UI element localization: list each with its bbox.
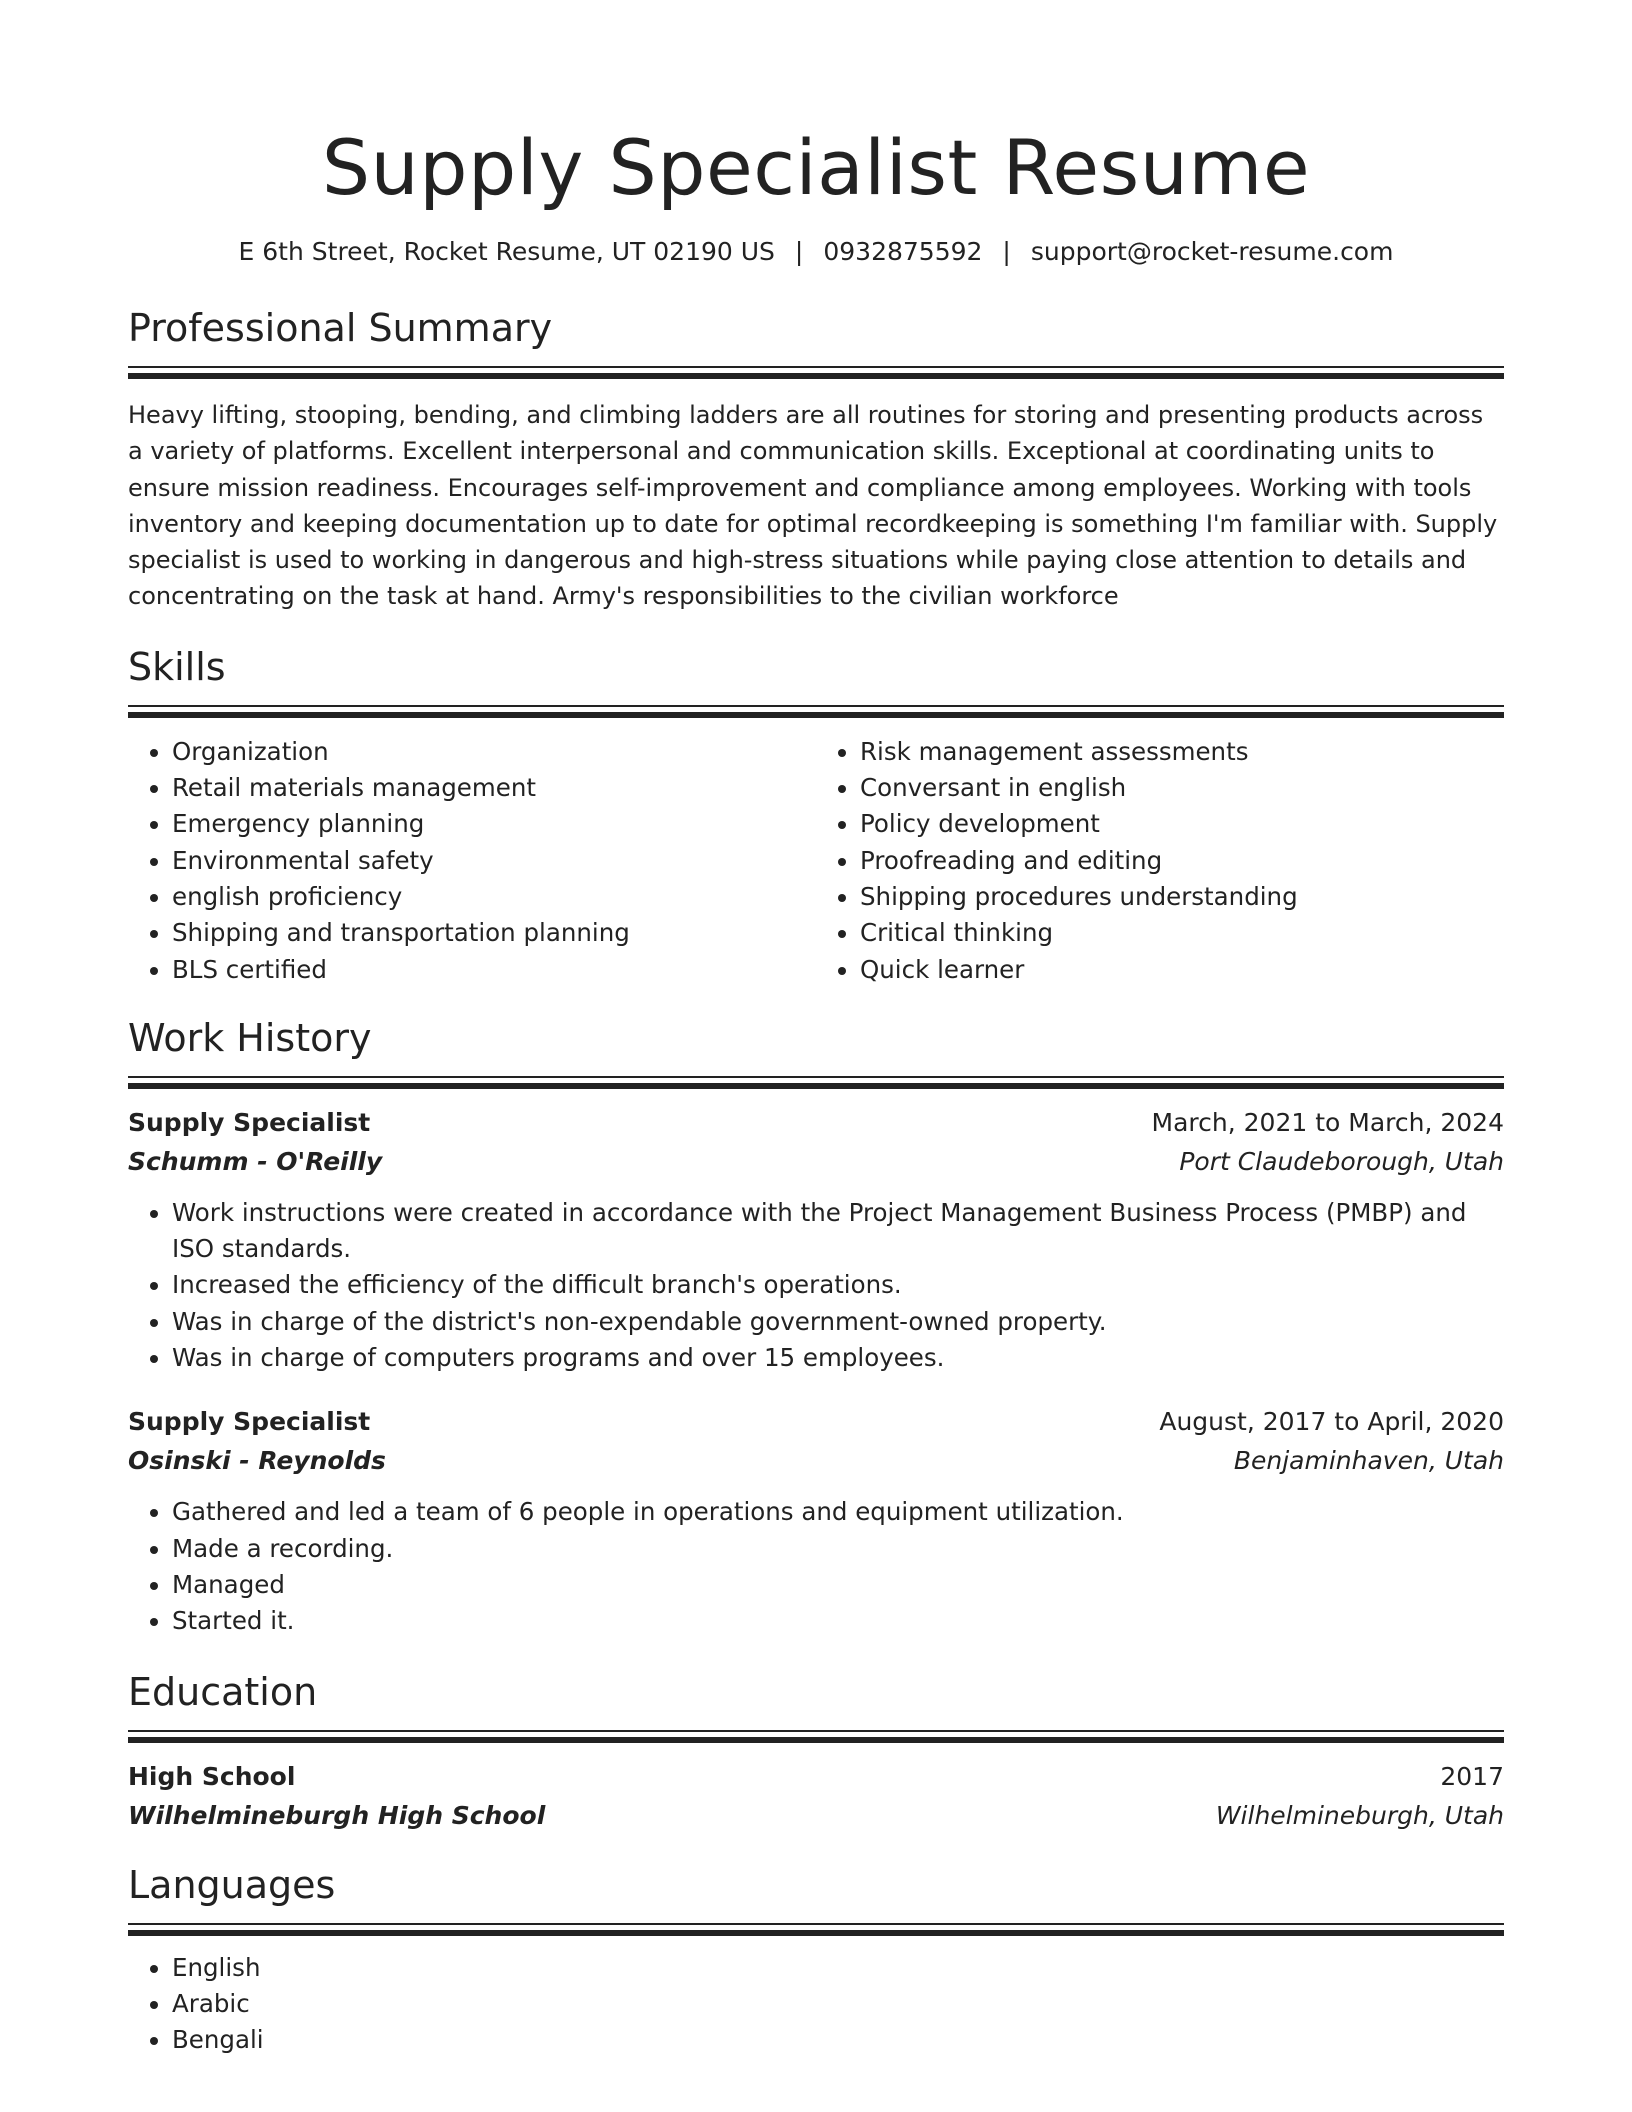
skill-item: • Critical thinking [860, 915, 1504, 951]
education-entry [128, 1757, 1504, 1835]
skills-list-left [128, 734, 816, 988]
education-school: Wilhelmineburgh High School [128, 1800, 546, 1830]
job-location: Port Claudeborough, Utah [1179, 1146, 1504, 1176]
job-location: Benjaminhaven, Utah [1233, 1446, 1504, 1476]
job-employer-row [128, 1143, 1504, 1181]
job-header-row [128, 1402, 1504, 1442]
contact-phone: 0932875592 [823, 237, 983, 266]
section-heading-summary: Professional Summary [128, 306, 553, 350]
language-item: • Bengali [172, 2022, 1504, 2058]
section-divider-thick [128, 373, 1504, 379]
skill-item: • Environmental safety [172, 843, 816, 879]
resume-page [128, 0, 1504, 2058]
education-header-row [128, 1757, 1504, 1797]
languages-section [128, 1859, 1504, 2059]
education-year: 2017 [1440, 1761, 1504, 1791]
section-divider-thin [128, 1923, 1504, 1925]
education-school-row [128, 1797, 1504, 1835]
education-degree: High School [128, 1761, 296, 1791]
language-item: • English [172, 1950, 1504, 1986]
job-bullet: • Started it. [172, 1603, 1504, 1639]
job-bullets [128, 1195, 1504, 1376]
language-item: • Arabic [172, 1986, 1504, 2022]
skill-item: • Policy development [860, 806, 1504, 842]
section-heading-languages: Languages [128, 1862, 336, 1907]
section-heading-education: Education [128, 1669, 318, 1714]
skill-item: • Retail materials management [172, 770, 816, 806]
section-divider-thin [128, 366, 1504, 368]
section-divider-thick [128, 1930, 1504, 1936]
skill-item: • Shipping procedures understanding [860, 879, 1504, 915]
job-entry [128, 1402, 1504, 1639]
job-title: Supply Specialist [128, 1107, 371, 1137]
skills-section [128, 641, 1504, 988]
skill-item: • Emergency planning [172, 806, 816, 842]
contact-separator: | [1002, 237, 1011, 266]
work-history-section [128, 1012, 1504, 1640]
skills-columns [128, 734, 1504, 988]
job-dates: March, 2021 to March, 2024 [1151, 1107, 1504, 1137]
skill-item: • Proofreading and editing [860, 843, 1504, 879]
section-divider-thick [128, 1083, 1504, 1089]
education-section [128, 1666, 1504, 1835]
skill-item: • Shipping and transportation planning [172, 915, 816, 951]
contact-separator: | [794, 237, 804, 266]
skill-item: • Risk management assessments [860, 734, 1504, 770]
summary-text: Heavy lifting, stooping, bending, and climbing ladders are all routines for storing and presenting products across a variety of platforms. Excellent interpersonal and communication skills. Exceptional at coordinating units to ensure mission readiness. Encourages self-improvement and compliance among employees. Working with tools inventory and keeping documentation up to date for optimal recordkeeping is something I'm familiar with. Supply specialist is used to working in dangerous and high-stress situations while paying close attention to details and concentrating on the task at hand. Army's responsibilities to the civilian workforce [128, 401, 1498, 611]
skill-item: • Organization [172, 734, 816, 770]
skill-item: • english proficiency [172, 879, 816, 915]
job-bullet: • Was in charge of the district's non-expendable government-owned property. [172, 1304, 1504, 1340]
section-divider-thick [128, 1737, 1504, 1743]
contact-line [128, 234, 1504, 270]
job-employer: Osinski - Reynolds [128, 1446, 386, 1476]
skill-item: • BLS certified [172, 952, 816, 988]
job-entry [128, 1103, 1504, 1376]
section-divider-thin [128, 1730, 1504, 1732]
education-location: Wilhelmineburgh, Utah [1215, 1800, 1504, 1830]
skills-list-right [816, 734, 1504, 988]
section-divider-thin [128, 1076, 1504, 1078]
contact-email: support@rocket-resume.com [1030, 237, 1394, 266]
job-bullet: • Increased the efficiency of the difficult branch's operations. [172, 1267, 1504, 1303]
job-bullet: • Managed [172, 1567, 1504, 1603]
section-divider-thin [128, 705, 1504, 707]
resume-title: Supply Specialist Resume [321, 123, 1311, 212]
job-title: Supply Specialist [128, 1407, 371, 1437]
job-header-row [128, 1103, 1504, 1143]
section-divider-thick [128, 712, 1504, 718]
section-heading-skills: Skills [128, 644, 226, 689]
languages-list [128, 1950, 1504, 2059]
skill-item: • Quick learner [860, 952, 1504, 988]
job-bullet: • Gathered and led a team of 6 people in operations and equipment utilization. [172, 1494, 1504, 1530]
job-bullet: • Work instructions were created in accordance with the Project Management Business Process (PMBP) and ISO standards. [172, 1195, 1504, 1268]
contact-address: E 6th Street, Rocket Resume, UT 02190 US [238, 237, 775, 266]
job-dates: August, 2017 to April, 2020 [1159, 1407, 1504, 1437]
job-employer-row [128, 1442, 1504, 1480]
section-heading-work-history: Work History [128, 1015, 372, 1060]
skill-item: • Conversant in english [860, 770, 1504, 806]
job-bullets [128, 1494, 1504, 1639]
job-bullet: • Was in charge of computers programs and over 15 employees. [172, 1340, 1504, 1376]
summary-section [128, 302, 1504, 615]
job-bullet: • Made a recording. [172, 1531, 1504, 1567]
job-employer: Schumm - O'Reilly [128, 1146, 383, 1176]
